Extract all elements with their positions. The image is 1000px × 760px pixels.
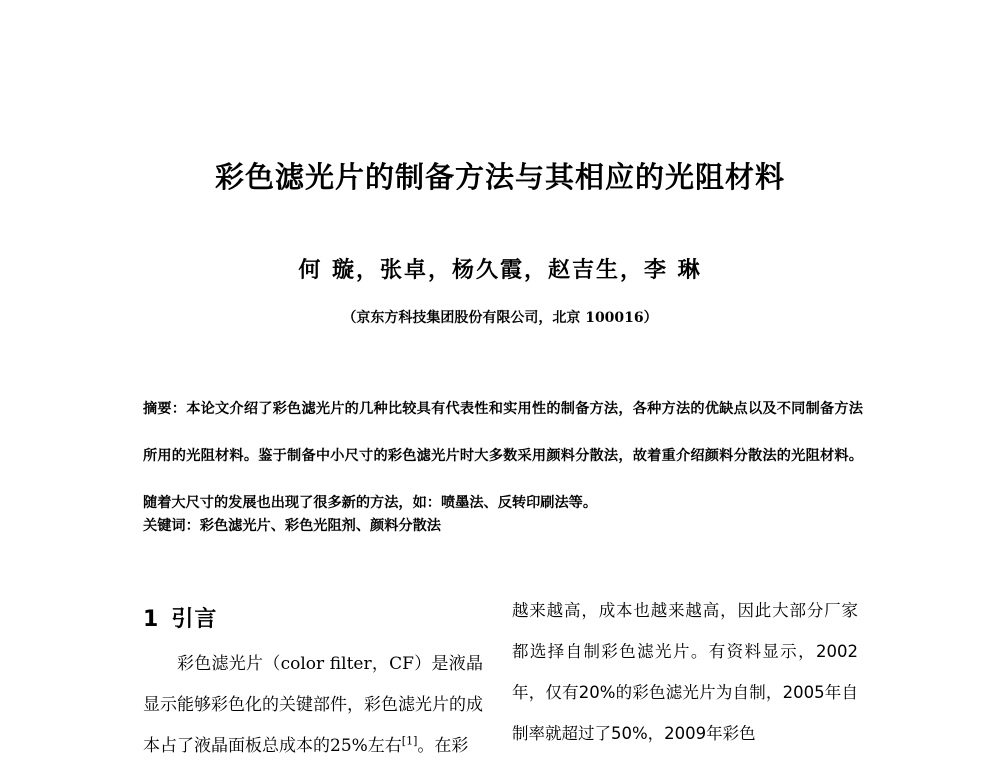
section-heading [143, 604, 483, 644]
keywords-text: 彩色滤光片、彩色光阻剂、颜料分散法 [199, 518, 441, 534]
author-list: 何 璇，张卓，杨久霞，赵吉生，李 琳 [298, 258, 702, 283]
left-column [143, 604, 483, 760]
right-column-paragraph: 越来越高，成本也越来越高，因此大部分厂家都选择自制彩色滤光片。有资料显示，2002年，仅有20%的彩色滤光片为自制，2005年自制率就超过了50%，2009年彩色 [512, 601, 858, 743]
intro-text: 彩色滤光片（color filter，CF）是液晶显示能够彩色化的关键部件，彩色滤光片的成本占了液晶面板总成本的25%左右 [143, 654, 483, 756]
paper-title: 彩色滤光片的制备方法与其相应的光阻材料 [214, 160, 785, 194]
abstract-label: 摘要： [143, 401, 187, 417]
abstract-text: 本论文介绍了彩色滤光片的几种比较具有代表性和实用性的制备方法，各种方法的优缺点以及不同制备方法所用的光阻材料。鉴于制备中小尺寸的彩色滤光片时大多数采用颜料分散法，故着重介绍颜料分散法的光阻材料。随着大尺寸的发展也出现了很多新的方法，如：喷墨法、反转印刷法等。 [143, 401, 863, 511]
intro-text-continued: 。在彩 [417, 736, 469, 756]
section-number: 1 [143, 607, 160, 632]
intro-paragraph [143, 644, 483, 760]
affiliation: （京东方科技集团股份有限公司，北京 100016） [342, 310, 658, 326]
keywords [143, 515, 863, 535]
abstract [143, 386, 863, 527]
section-title: 引言 [171, 607, 218, 632]
right-column [512, 590, 858, 754]
citation-reference[interactable]: [1] [401, 734, 418, 748]
keywords-label: 关键词： [143, 518, 200, 534]
